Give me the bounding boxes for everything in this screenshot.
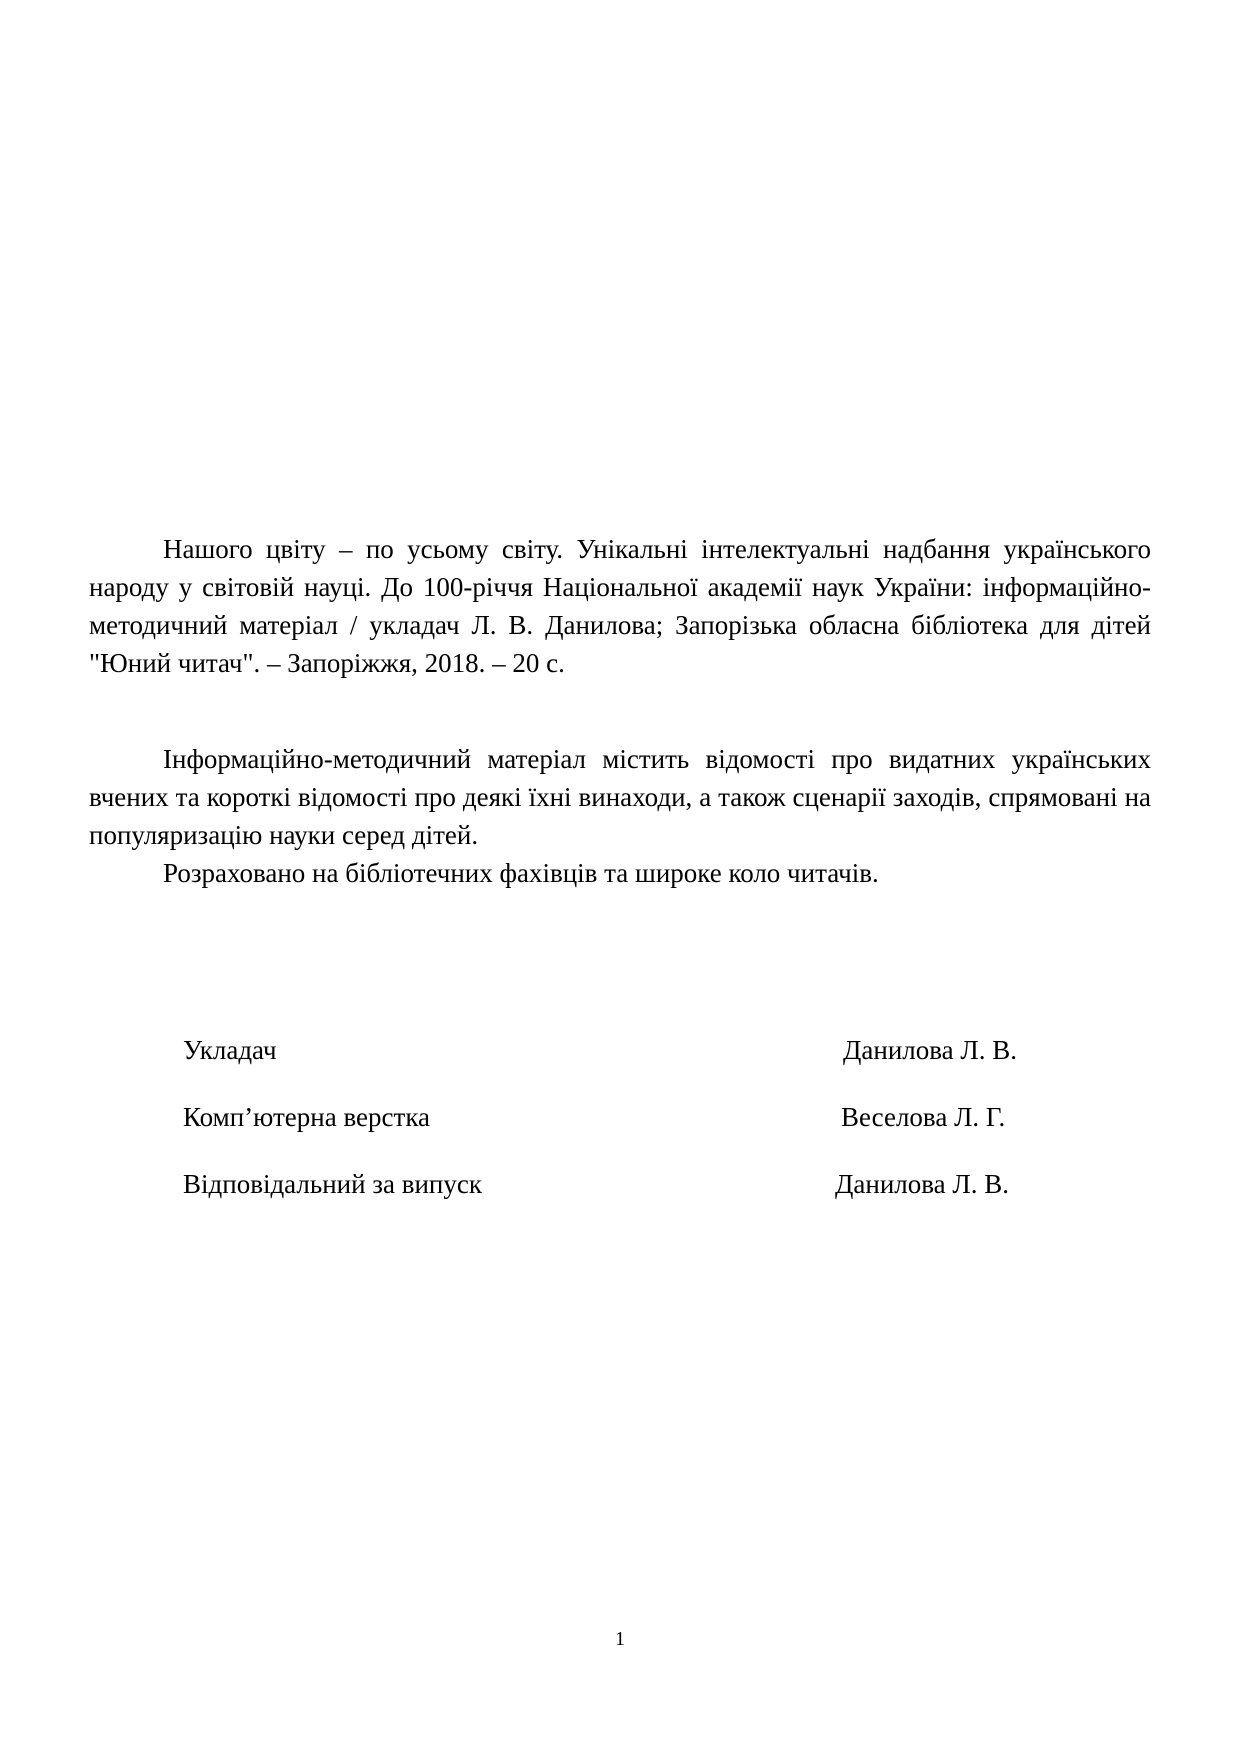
credit-role: Комп’ютерна верстка: [183, 1102, 431, 1132]
credit-role: Укладач: [183, 1035, 277, 1065]
credit-name: Данилова Л. В.: [835, 1169, 1009, 1199]
credit-row-layout: [183, 1102, 1063, 1169]
credit-name: Веселова Л. Г.: [841, 1102, 1006, 1132]
bibliographic-paragraph: Нашого цвіту – по усьому світу. Унікальні інтелектуальні надбання українського народу у світовій науці. До 100-річчя Національної академії наук України: інформаційно-методичний матеріал / укладач Л. В. Данилова; Запорізька обласна бібліотека для дітей "Юний читач". – Запоріжжя, 2018. – 20 с.: [89, 534, 1151, 678]
annotation-paragraph-content: Інформаційно-методичний матеріал містить відомості про видатних українських вчених та короткі відомості про деякі їхні винаходи, а також сценарії заходів, спрямовані на популяризацію науки серед дітей.: [89, 744, 1151, 850]
annotation: [89, 740, 1151, 892]
page-number: 1: [615, 1628, 625, 1650]
credits-section: [183, 1035, 1063, 1236]
bibliographic-description: [89, 530, 1151, 682]
credit-role: Відповідальний за випуск: [183, 1169, 482, 1199]
annotation-paragraph-audience: Розраховано на бібліотечних фахівців та широке коло читачів.: [163, 858, 879, 888]
credit-row-responsible: [183, 1169, 1063, 1236]
credit-name: Данилова Л. В.: [843, 1035, 1017, 1065]
credit-row-compiler: [183, 1035, 1063, 1102]
